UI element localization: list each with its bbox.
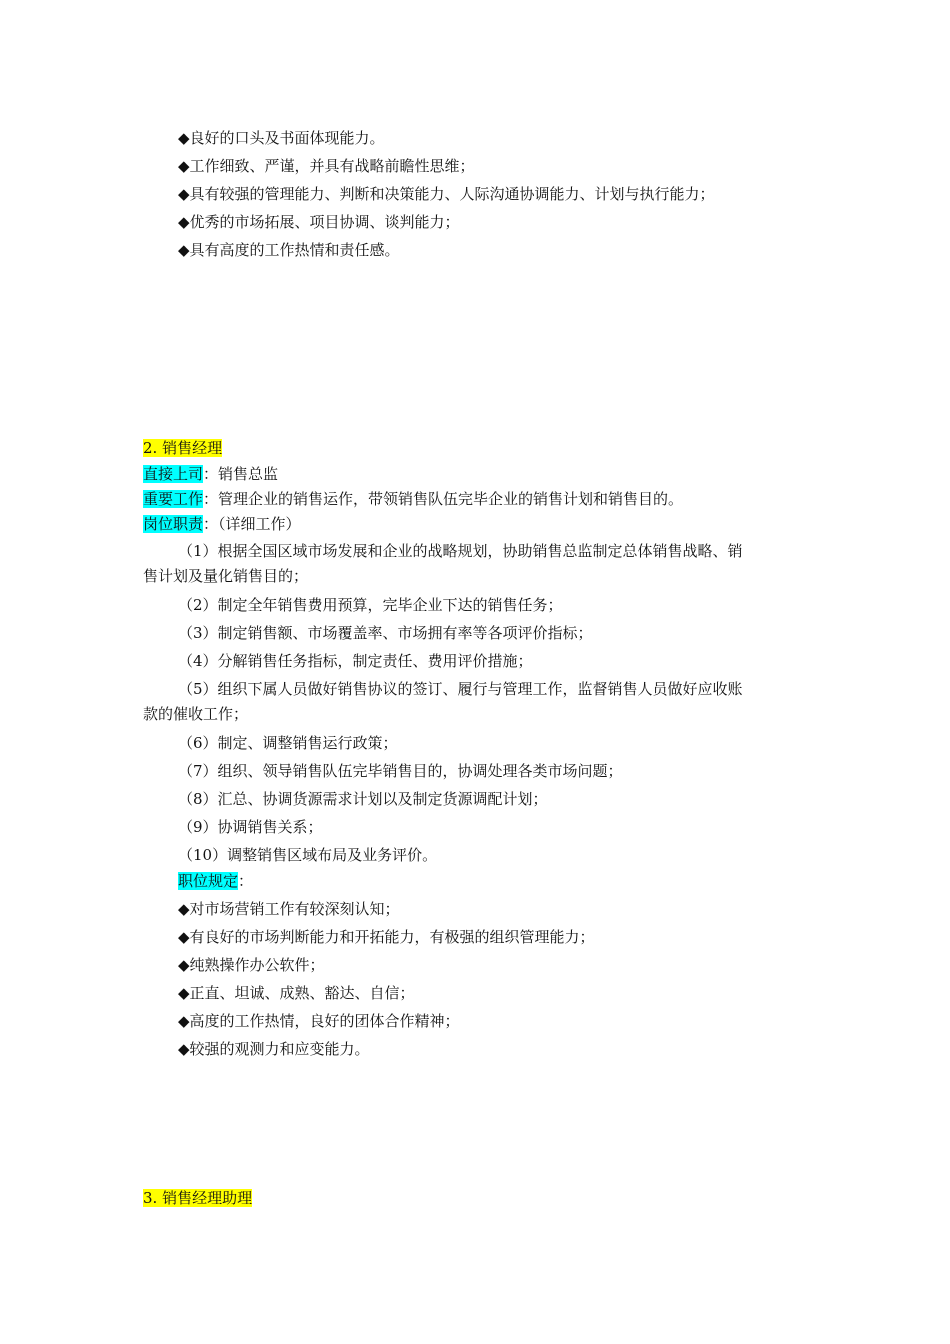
section-3-heading [143,1188,252,1208]
top-list-item: ◆具有较强的管理能力、判断和决策能力、人际沟通协调能力、计划与执行能力； [178,185,715,203]
duty-item-continued: 款的催收工作； [143,705,249,723]
requirement-item: ◆有良好的市场判断能力和开拓能力，有极强的组织管理能力； [178,928,595,946]
requirements-label: 职位规定 [178,872,239,890]
section-3-heading-text: 3. 销售经理助理 [143,1189,253,1207]
top-list-item: ◆优秀的市场拓展、项目协调、谈判能力； [178,213,460,231]
duties-line [143,514,301,534]
section-2-heading-text: 2. 销售经理 [143,439,223,457]
duty-item: （7）组织、领导销售队伍完毕销售目的，协调处理各类市场问题； [178,762,623,780]
duty-item: （3）制定销售额、市场覆盖率、市场拥有率等各项评价指标； [178,624,593,642]
duty-item: （9）协调销售关系； [178,818,323,836]
duty-item: （5）组织下属人员做好销售协议的签订、履行与管理工作，监督销售人员做好应收账 [178,680,743,698]
requirement-item: ◆高度的工作热情，良好的团体合作精神； [178,1012,460,1030]
requirement-item: ◆正直、坦诚、成熟、豁达、自信； [178,984,415,1002]
requirement-item: ◆较强的观测力和应变能力。 [178,1040,370,1058]
duty-item: （2）制定全年销售费用预算，完毕企业下达的销售任务； [178,596,563,614]
requirement-item: ◆对市场营销工作有较深刻认知； [178,900,400,918]
requirements-colon: ： [238,872,254,890]
requirements-line [178,871,253,891]
duties-value: ：（详细工作） [203,515,301,533]
duty-item: （1）根据全国区域市场发展和企业的战略规划，协助销售总监制定总体销售战略、销 [178,542,743,560]
supervisor-label: 直接上司 [143,465,204,483]
duty-item: （6）制定、调整销售运行政策； [178,734,398,752]
supervisor-value: ：销售总监 [203,465,279,483]
duty-item-continued: 售计划及量化销售目的； [143,567,309,585]
main-work-value: ：管理企业的销售运作，带领销售队伍完毕企业的销售计划和销售目的。 [203,490,684,508]
duty-item: （4）分解销售任务指标，制定责任、费用评价措施； [178,652,533,670]
duty-item: （8）汇总、协调货源需求计划以及制定货源调配计划； [178,790,548,808]
main-work-label: 重要工作 [143,490,204,508]
supervisor-line [143,464,278,484]
main-work-line [143,489,683,509]
top-list-item: ◆工作细致、严谨，并具有战略前瞻性思维； [178,157,475,175]
top-list-item: ◆具有高度的工作热情和责任感。 [178,241,400,259]
section-2-heading [143,438,222,458]
top-list-item: ◆良好的口头及书面体现能力。 [178,129,385,147]
requirement-item: ◆纯熟操作办公软件； [178,956,325,974]
duty-item: （10）调整销售区域布局及业务评价。 [178,846,438,864]
duties-label: 岗位职责 [143,515,204,533]
